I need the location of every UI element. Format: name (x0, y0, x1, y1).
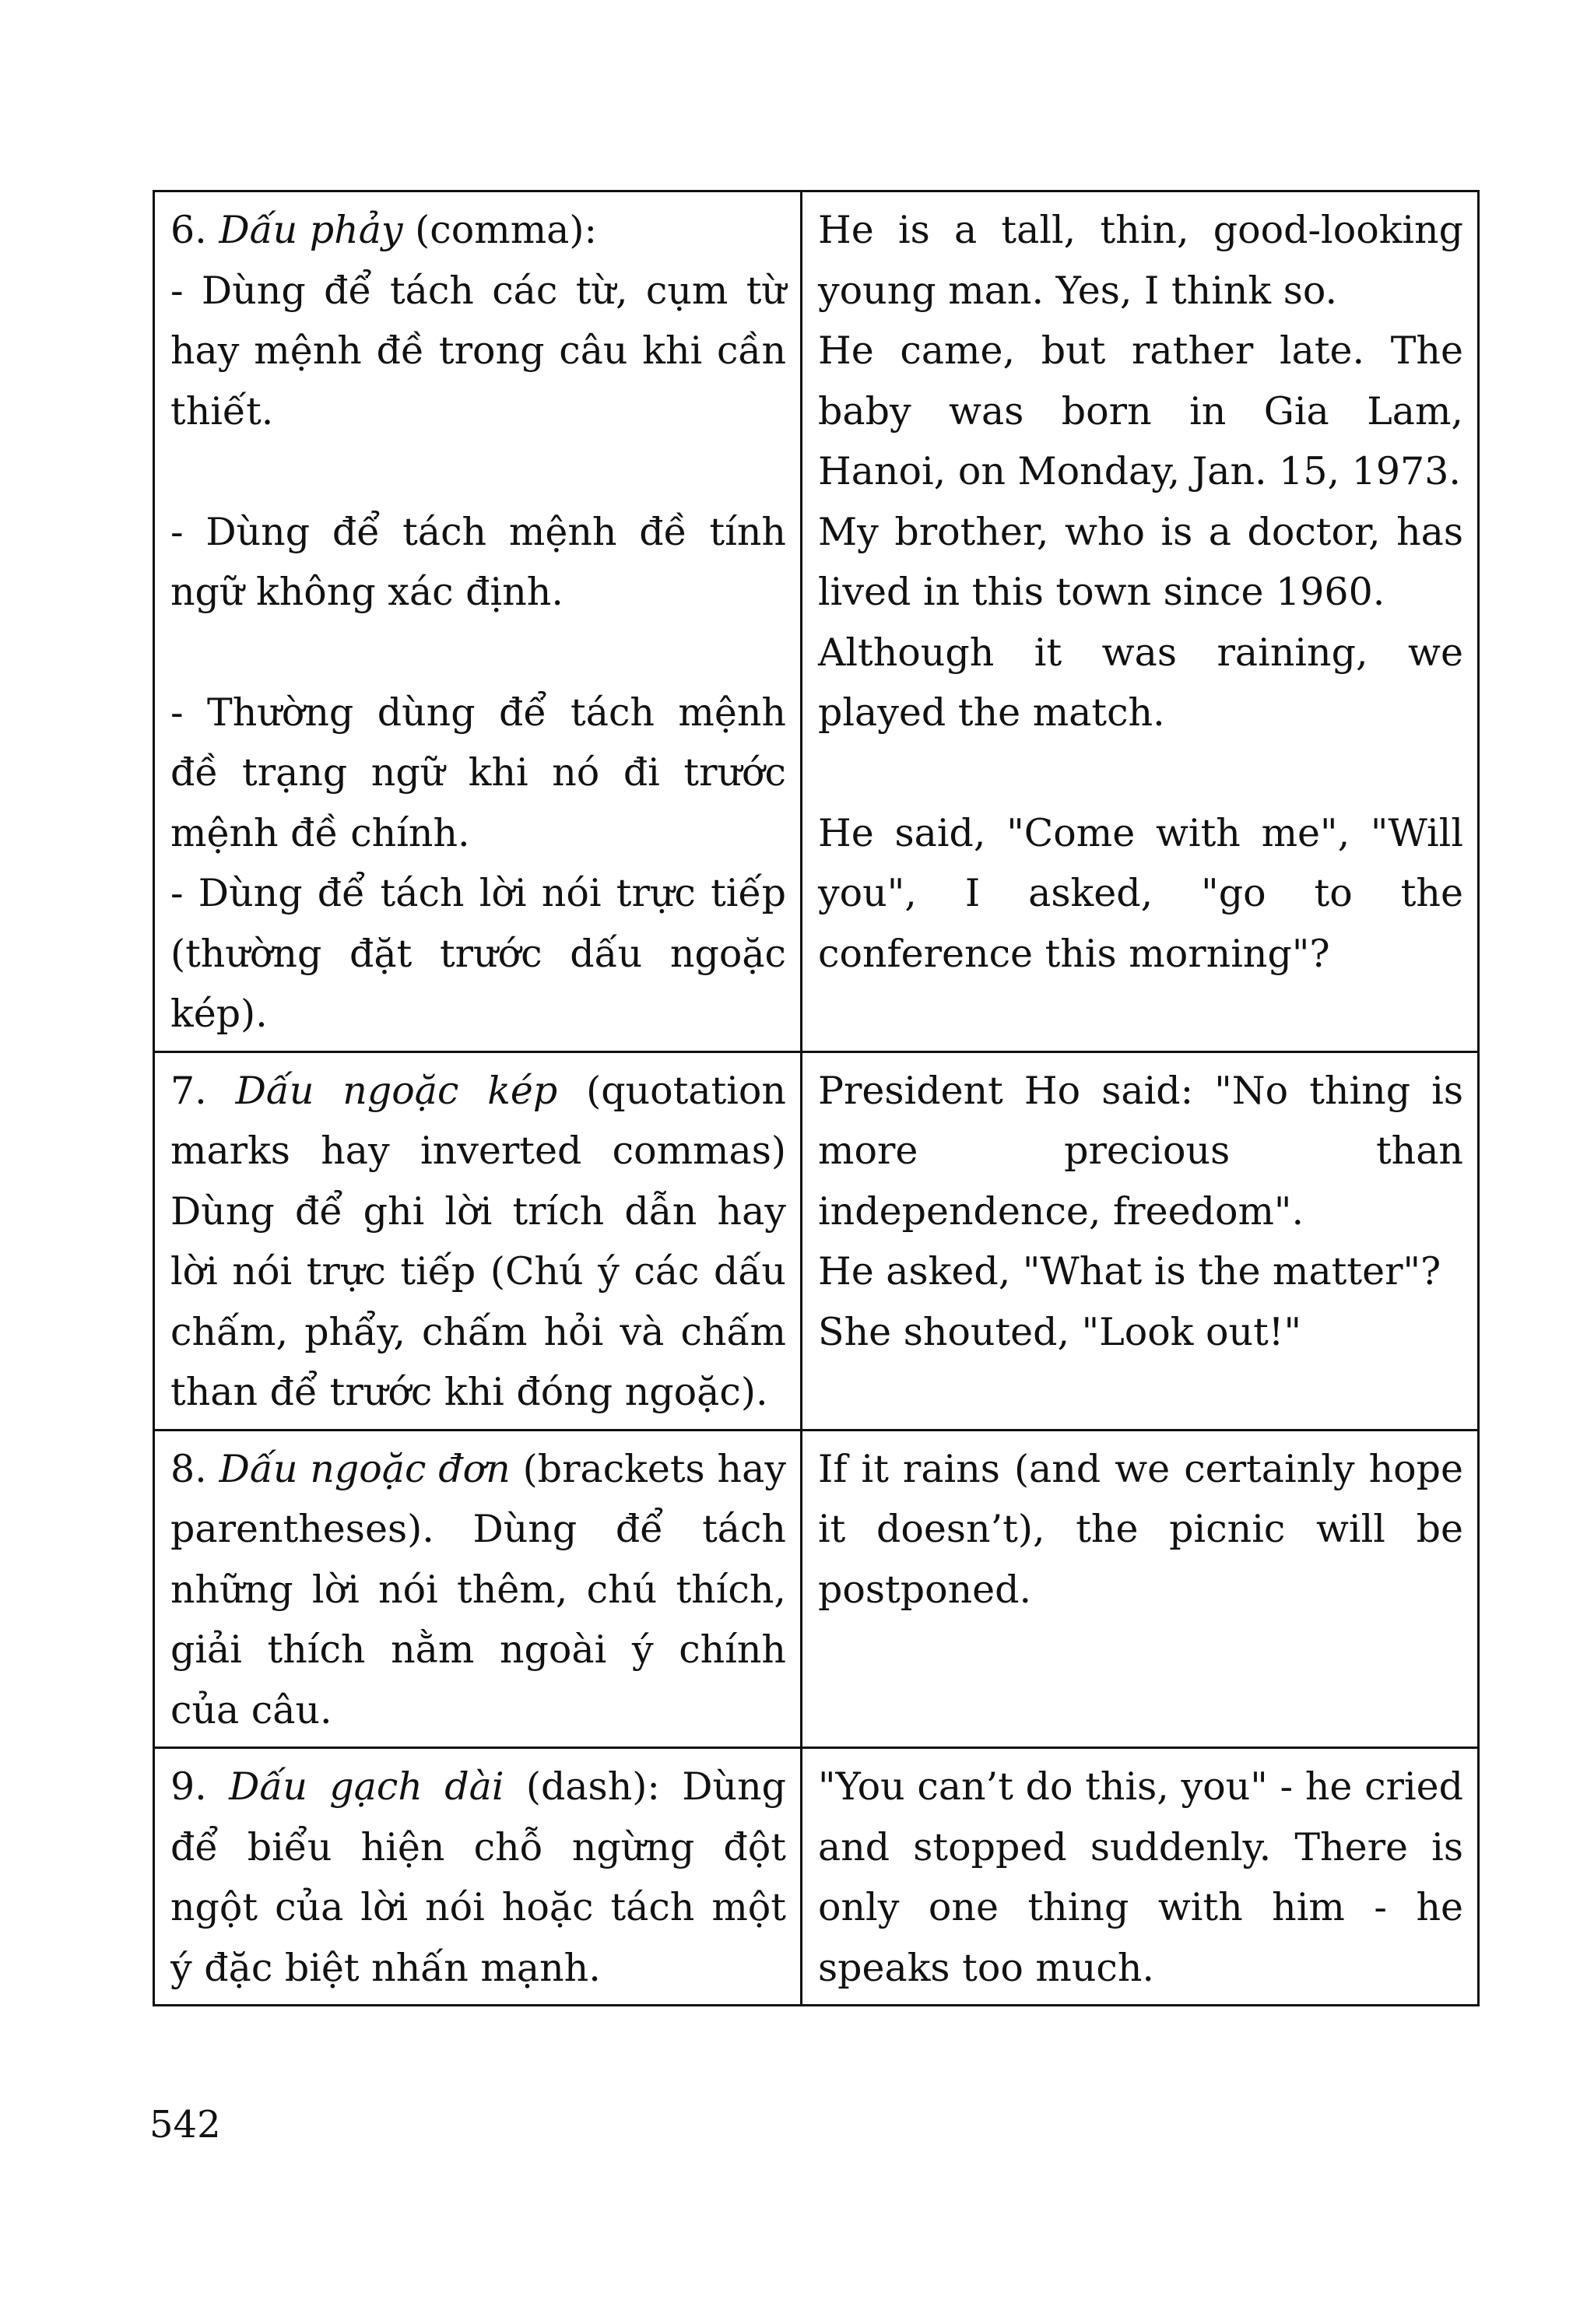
example-cell (802, 1051, 1479, 1430)
rule-term: Dấu ngoặc kép (235, 1068, 558, 1113)
table-row-quotation (154, 1051, 1479, 1430)
rule-heading: 6. Dấu phảy (comma): (170, 208, 598, 252)
example-cell (802, 1430, 1479, 1748)
rule-text: 8. Dấu ngoặc đơn (brackets hay parentheses). Dùng để tách những lời nói thêm, chú thích, giải thích nằm ngoài ý chính của câu. (170, 1446, 787, 1732)
rule-cell (154, 1748, 802, 2006)
rule-text: 7. Dấu ngoặc kép (quotation marks hay inverted commas) Dùng để ghi lời trích dẫn hay lời nói trực tiếp (Chú ý các dấu chấm, phẩy, chấm hỏi và chấm than để trước khi đóng ngoặc). (170, 1068, 786, 1414)
example-text: Although it was raining, we played the match. (818, 630, 1463, 735)
example-text: He asked, "What is the matter"? (818, 1249, 1441, 1294)
example-text: President Ho said: "No thing is more precious than independence, freedom". (818, 1068, 1463, 1234)
example-text: She shouted, "Look out!" (818, 1309, 1301, 1354)
example-text: If it rains (and we certainly hope it doesn’t), the picnic will be postponed. (818, 1446, 1463, 1612)
rule-term: Dấu phảy (219, 208, 403, 252)
rule-term: Dấu ngoặc đơn (219, 1446, 511, 1491)
table-row-comma (154, 191, 1479, 1052)
example-cell (802, 191, 1479, 1052)
page-number: 542 (149, 2103, 221, 2147)
rule-text: - Dùng để tách mệnh đề tính ngữ không xác định. (170, 509, 786, 614)
table-row-brackets (154, 1430, 1479, 1748)
rule-term: Dấu gạch dài (229, 1764, 504, 1809)
rule-text: - Dùng để tách các từ, cụm từ hay mệnh đề trong câu khi cần thiết. (170, 268, 786, 434)
rule-cell (154, 1051, 802, 1430)
example-text: He said, "Come with me", "Will you", I asked, "go to the conference this morning"? (818, 810, 1463, 976)
table-row-dash (154, 1748, 1479, 2006)
rule-cell (154, 191, 802, 1052)
example-text: My brother, who is a doctor, has lived in this town since 1960. (818, 509, 1463, 614)
example-text: He came, but rather late. The baby was born in Gia Lam, Hanoi, on Monday, Jan. 15, 1973. (818, 328, 1463, 493)
example-text: He is a tall, thin, good-looking young man. Yes, I think so. (818, 208, 1463, 313)
rule-text: 9. Dấu gạch dài (dash): Dùng để biểu hiện chỗ ngừng đột ngột của lời nói hoặc tách một ý đặc biệt nhấn mạnh. (170, 1764, 787, 1990)
punctuation-table (153, 190, 1480, 2006)
rule-text: - Dùng để tách lời nói trực tiếp (thường đặt trước dấu ngoặc kép). (170, 871, 786, 1036)
example-text: "You can’t do this, you" - he cried and stopped suddenly. There is only one thing with him - he speaks too much. (818, 1764, 1463, 1990)
rule-text: - Thường dùng để tách mệnh đề trạng ngữ khi nó đi trước mệnh đề chính. (170, 690, 786, 855)
example-cell (802, 1748, 1479, 2006)
rule-cell (154, 1430, 802, 1748)
